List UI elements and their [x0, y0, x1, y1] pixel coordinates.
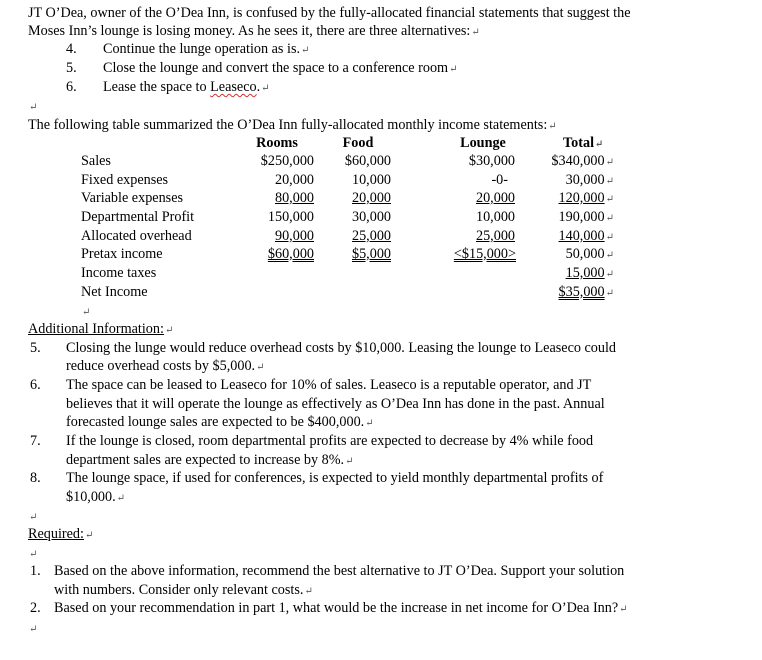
list-line: The space can be leased to Leaseco for 10% of sales. Leaseco is a reputable operator, and JT — [66, 377, 592, 393]
list-line: believes that it will operate the lounge as effectively as O’Dea Inn has done in the past. Annual — [66, 396, 605, 412]
header-lounge: Lounge — [460, 135, 506, 151]
cell-food-sales: $60,000 — [344, 153, 391, 169]
header-food: Food — [342, 135, 374, 151]
list-line: Based on your recommendation in part 1, what would be the increase in net income for O’Dea Inn?↵ — [54, 600, 628, 616]
row-label-taxes: Income taxes — [81, 265, 157, 281]
list-number: 6. — [30, 377, 41, 393]
cell-lounge-dept-profit: 10,000 — [475, 209, 515, 225]
cell-lounge-pretax: <$15,000> — [453, 246, 516, 262]
list-line: Closing the lunge would reduce overhead costs by $10,000. Leasing the lounge to Leaseco could — [66, 340, 617, 356]
intro-line-1: JT O’Dea, owner of the O’Dea Inn, is confused by the fully-allocated financial statements that suggest the — [28, 5, 631, 21]
row-label-dept-profit: Departmental Profit — [81, 209, 195, 225]
cell-food-dept-profit: 30,000 — [351, 209, 391, 225]
cell-food-variable: 20,000 — [351, 190, 391, 206]
row-label-overhead: Allocated overhead — [81, 228, 192, 244]
header-total: Total↵ — [563, 135, 604, 151]
alternative-5: 5. Close the lounge and convert the space to a conference room↵ — [66, 60, 458, 76]
list-line: forecasted lounge sales are expected to be $400,000.↵ — [66, 414, 374, 430]
cell-total-variable: 120,000↵ — [558, 190, 614, 206]
empty-paragraph: ↵ — [29, 102, 38, 113]
cell-rooms-fixed: 20,000 — [274, 172, 314, 188]
cell-rooms-overhead: 90,000 — [274, 228, 314, 244]
cell-total-sales: $340,000↵ — [551, 153, 614, 169]
cell-lounge-variable: 20,000 — [475, 190, 515, 206]
row-label-sales: Sales — [81, 153, 111, 169]
cell-total-fixed: 30,000↵ — [565, 172, 614, 188]
list-line: $10,000.↵ — [66, 489, 126, 505]
required-heading: Required:↵ — [28, 526, 94, 542]
cell-rooms-pretax: $60,000 — [267, 246, 314, 262]
cell-lounge-fixed: -0- — [491, 172, 508, 188]
cell-rooms-dept-profit: 150,000 — [267, 209, 314, 225]
row-label-variable: Variable expenses — [81, 190, 184, 206]
list-number: 1. — [30, 563, 41, 579]
list-line: The lounge space, if used for conferences, is expected to yield monthly departmental profits of — [66, 470, 604, 486]
row-label-pretax: Pretax income — [81, 246, 163, 262]
intro-line-2: Moses Inn’s lounge is losing money. As he sees it, there are three alternatives:↵ — [28, 23, 480, 39]
table-intro: The following table summarized the O’Dea Inn fully-allocated monthly income statements:↵ — [28, 117, 557, 133]
cell-food-fixed: 10,000 — [351, 172, 391, 188]
empty-paragraph: ↵ — [29, 624, 38, 635]
list-number: 8. — [30, 470, 41, 486]
cell-food-pretax: $5,000 — [351, 246, 391, 262]
row-label-net-income: Net Income — [81, 284, 148, 300]
list-line: department sales are expected to increase by 8%.↵ — [66, 452, 354, 468]
alternative-6: 6. Lease the space to Leaseco.↵ — [66, 79, 270, 95]
list-line: If the lounge is closed, room departmental profits are expected to decrease by 4% while food — [66, 433, 594, 449]
row-label-fixed: Fixed expenses — [81, 172, 169, 188]
list-number: 2. — [30, 600, 41, 616]
header-rooms: Rooms — [256, 135, 298, 151]
cell-food-overhead: 25,000 — [351, 228, 391, 244]
list-line: with numbers. Consider only relevant costs.↵ — [54, 582, 313, 598]
list-line: reduce overhead costs by $5,000.↵ — [66, 358, 265, 374]
cell-lounge-sales: $30,000 — [468, 153, 515, 169]
cell-total-net-income: $35,000↵ — [558, 284, 614, 300]
cell-rooms-variable: 80,000 — [274, 190, 314, 206]
empty-paragraph: ↵ — [29, 549, 38, 560]
list-number: 5. — [30, 340, 41, 356]
empty-paragraph: ↵ — [29, 512, 38, 523]
list-number: 7. — [30, 433, 41, 449]
cell-lounge-overhead: 25,000 — [475, 228, 515, 244]
list-line: Based on the above information, recommend the best alternative to JT O’Dea. Support your solution — [54, 563, 625, 579]
empty-paragraph: ↵ — [82, 307, 91, 318]
cell-rooms-sales: $250,000 — [260, 153, 314, 169]
cell-total-dept-profit: 190,000↵ — [558, 209, 614, 225]
alternative-4: 4. Continue the lunge operation as is.↵ — [66, 41, 310, 57]
cell-total-taxes: 15,000↵ — [565, 265, 614, 281]
cell-total-pretax: 50,000↵ — [565, 246, 614, 262]
cell-total-overhead: 140,000↵ — [558, 228, 614, 244]
additional-heading: Additional Information:↵ — [28, 321, 174, 337]
